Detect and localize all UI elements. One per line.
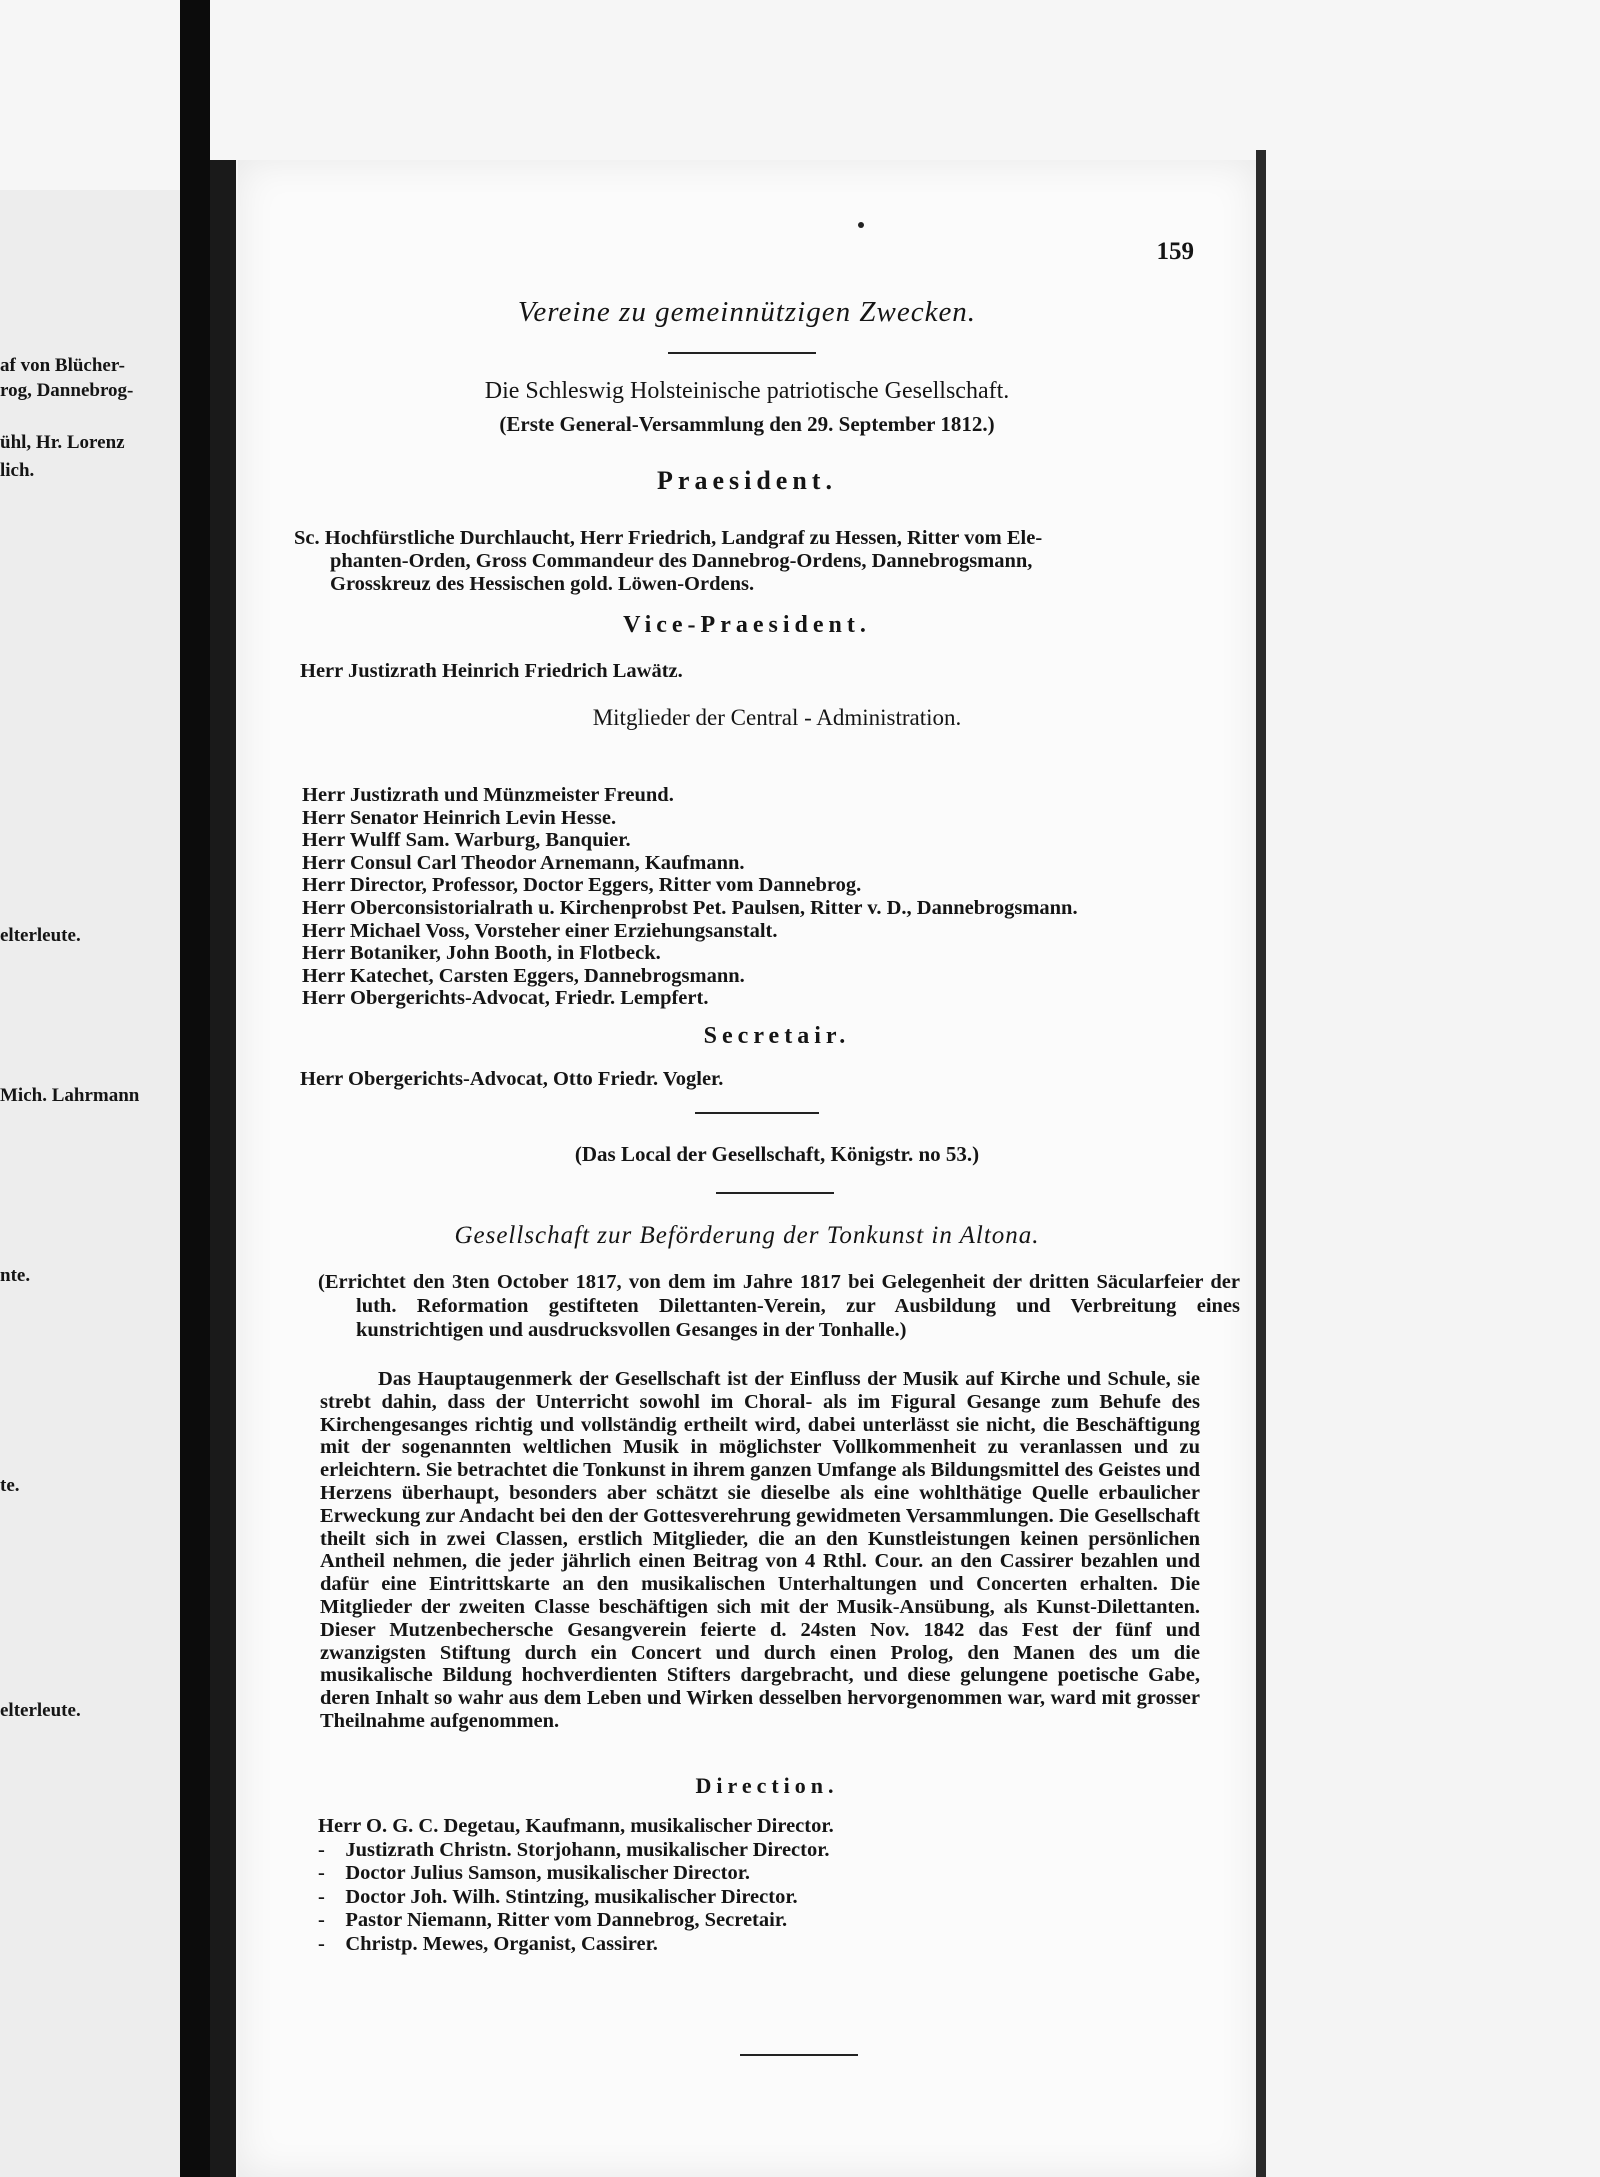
member-entry: Herr Obergerichts-Advocat, Friedr. Lempfert. [302,987,709,1010]
society-title: Die Schleswig Holsteinische patriotische Gesellschaft. [484,378,1010,404]
left-page-line: af von Blücher- [0,355,125,376]
document-page [238,160,1256,2177]
direction-entry: - Doctor Julius Samson, musikalischer Director. [318,1862,751,1884]
book-spine-shadow [180,0,210,2177]
direction-entry: - Doctor Joh. Wilh. Stintzing, musikalischer Director. [318,1885,798,1908]
divider [695,1112,819,1114]
left-page-line: elterleute. [0,1700,81,1721]
member-entry: Herr Katechet, Carsten Eggers, Dannebrogsmann. [302,964,745,987]
left-page-line: nte. [0,1265,31,1286]
divider [716,1192,834,1194]
member-entry: Herr Botaniker, John Booth, in Flotbeck. [302,942,661,965]
secretary-label: Secretair. [703,1023,851,1049]
left-page-line: ühl, Hr. Lorenz [0,432,125,453]
left-page-line: Mich. Lahrmann [0,1085,140,1106]
member-entry: Herr Wulff Sam. Warburg, Banquier. [302,829,631,852]
page-number: 159 [1156,238,1194,265]
secretary-text: Herr Obergerichts-Advocat, Otto Friedr. Vogler. [300,1068,724,1090]
president-line: phanten-Orden, Gross Commandeur des Dannebrog-Ordens, Dannebrogsmann, [330,550,1033,572]
direction-entry: - Justizrath Christn. Storjohann, musikalischer Director. [318,1838,830,1861]
president-line: Sc. Hochfürstliche Durchlaucht, Herr Friedrich, Landgraf zu Hessen, Ritter vom Ele- [294,527,1043,549]
vice-president-label: Vice-Praesident. [623,612,871,638]
left-page-line: elterleute. [0,925,81,946]
member-entry: Herr Senator Heinrich Levin Hesse. [302,806,617,829]
divider [740,2054,858,2056]
society2-paragraph: Das Hauptaugenmerk der Gesellschaft ist der Einfluss der Musik auf Kirche und Schule, sie strebt dahin, dass der Unterricht sowohl im Choral- als im Figural Gesange zum Behufe des Kirchengesanges richtig und vollständig ertheilt wird, dabei unterlässt sie nicht, die Beschäftigung mit der sogenannten weltlichen Musik in möglichster Vollkommenheit zu veranlassen und zu erleichtern. Sie betrachtet die Tonkunst in ihrem ganzen Umfange als Bildungsmittel des Geistes und Herzens überhaupt, besonders aber schätzt sie dieselbe als eine wohlthätige Quelle erbaulicher Erweckung zur Andacht bei den der Gottesverehrung gewidmeten Versammlungen. Die Gesellschaft theilt sich in zwei Classen, erstlich Mitglieder, die an den Kunstleistungen keinen persönlichen Antheil nehmen, die jeder jährlich einen Beitrag von 4 Rthl. Cour. an den Cassirer bezahlen und dafür eine Eintrittskarte an den musikalischen Unterhaltungen und Concerten erhalten. Die Mitglieder der zweiten Classe beschäftigen sich mit der Musik-Ansübung, als Kunst-Dilettanten. Dieser Mutzenbechersche Gesangverein feierte d. 24sten Nov. 1842 das Fest der fünf und zwanzigsten Stiftung durch ein Concert und durch einen Prolog, den Manen des um die musikalische Bildung hochverdienten Stifters dargebracht, und diese gelungene poetische Gabe, deren Inhalt so wahr aus dem Leben und Wirken desselben hervorgenommen war, ward mit grosser Theilnahme aufgenommen. [320,1368,1201,1732]
society-local: (Das Local der Gesellschaft, Königstr. no 53.) [574,1142,980,1166]
member-entry: Herr Oberconsistorialrath u. Kirchenprobst Pet. Paulsen, Ritter v. D., Dannebrogsmann. [302,897,1078,919]
direction-entry: - Pastor Niemann, Ritter vom Dannebrog, Secretair. [318,1909,788,1931]
president-line: Grosskreuz des Hessischen gold. Löwen-Ordens. [330,573,755,595]
book-gutter [210,160,236,2177]
member-entry: Herr Consul Carl Theodor Arnemann, Kaufmann. [302,851,745,874]
ink-dot [858,222,864,228]
president-label: Praesident. [657,466,837,495]
member-entry: Herr Justizrath und Münzmeister Freund. [302,784,674,806]
vice-president-text: Herr Justizrath Heinrich Friedrich Lawätz. [300,660,683,682]
society2-founding: (Errichtet den 3ten October 1817, von dem im Jahre 1817 bei Gelegenheit der dritten Säcularfeier der luth. Reformation gestifteten Dilettanten-Verein, zur Ausbildung und Verbreitung eines kunstrichtigen und ausdrucksvollen Gesanges in der Tonhalle.) [318,1271,1240,1341]
left-page-line: rog, Dannebrog- [0,380,134,401]
divider [668,352,816,354]
left-page-line: te. [0,1475,20,1496]
section-heading: Vereine zu gemeinnützigen Zwecken. [517,296,977,328]
members-label: Mitglieder der Central - Administration. [592,705,962,730]
society2-title: Gesellschaft zur Beförderung der Tonkunst in Altona. [454,1222,1040,1249]
society-subtitle: (Erste General-Versammlung den 29. September 1812.) [499,412,995,436]
direction-label: Direction. [695,1773,839,1798]
member-entry: Herr Director, Professor, Doctor Eggers, Ritter vom Dannebrog. [302,874,862,897]
direction-entry: - Christp. Mewes, Organist, Cassirer. [318,1932,658,1955]
direction-entry: Herr O. G. C. Degetau, Kaufmann, musikalischer Director. [318,1815,834,1837]
page-edge [1256,150,1266,2177]
left-page-line: lich. [0,460,35,481]
member-entry: Herr Michael Voss, Vorsteher einer Erziehungsanstalt. [302,919,778,942]
